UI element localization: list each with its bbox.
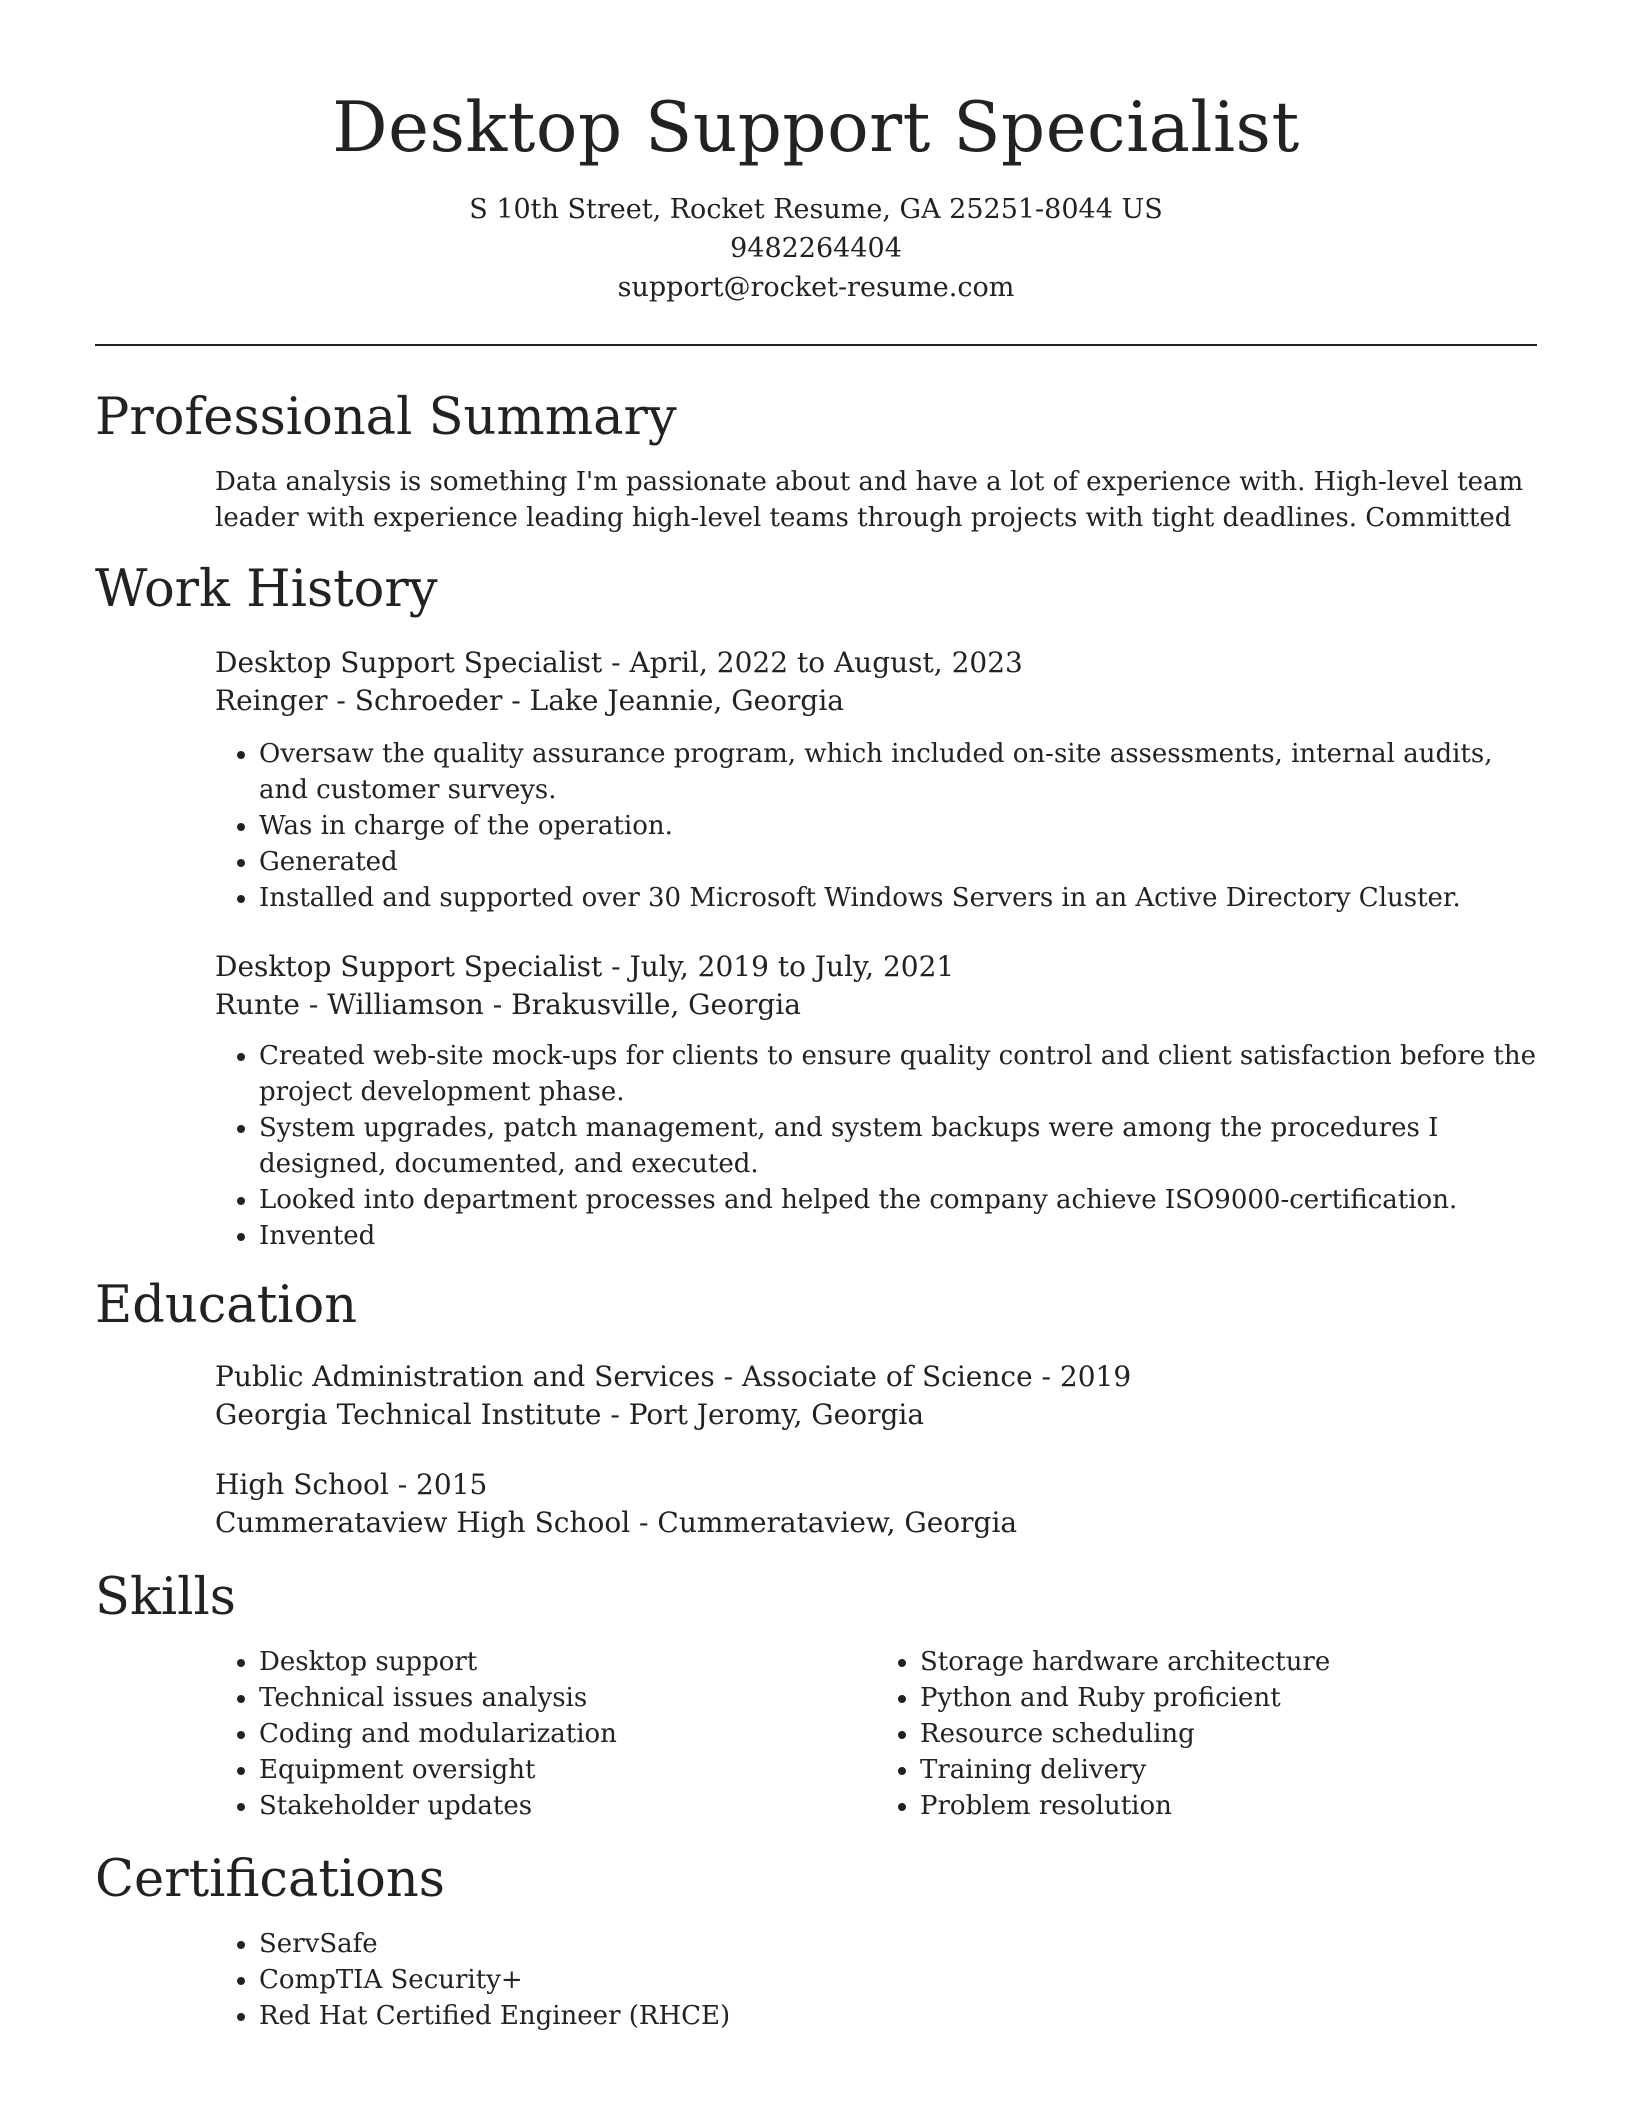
- job-employer-location: Reinger - Schroeder - Lake Jeannie, Georgia: [215, 684, 844, 717]
- education-section: [95, 1274, 1537, 1542]
- education-entry: [215, 1358, 1537, 1434]
- skill-item: • Training delivery: [920, 1752, 1537, 1788]
- job-bullet: • Looked into department processes and helped the company achieve ISO9000-certification.: [259, 1182, 1537, 1218]
- skills-list-right: [876, 1644, 1537, 1824]
- skill-item: • Problem resolution: [920, 1788, 1537, 1824]
- skills-section: [95, 1566, 1537, 1824]
- job-bullet: • Invented: [259, 1218, 1537, 1254]
- job-bullets: [215, 736, 1537, 916]
- skill-item: • Technical issues analysis: [259, 1680, 876, 1716]
- skill-item: • Python and Ruby proficient: [920, 1680, 1537, 1716]
- certification-item: • CompTIA Security+: [259, 1962, 1537, 1998]
- contact-block: [95, 190, 1537, 307]
- skills-list-left: [215, 1644, 876, 1824]
- contact-email: support@rocket-resume.com: [617, 272, 1015, 303]
- contact-phone: 9482264404: [730, 233, 902, 264]
- skills-columns: [215, 1644, 1537, 1824]
- job-bullet: • Created web-site mock-ups for clients to ensure quality control and client satisfaction before the project development phase.: [259, 1038, 1537, 1110]
- skill-item: • Desktop support: [259, 1644, 876, 1680]
- work-history-section: [95, 558, 1537, 1254]
- job-title-dates: Desktop Support Specialist - April, 2022 to August, 2023: [215, 646, 1023, 679]
- job-bullet: • System upgrades, patch management, and system backups were among the procedures I designed, documented, and executed.: [259, 1110, 1537, 1182]
- education-degree: High School - 2015: [215, 1468, 488, 1501]
- summary-heading: Professional Summary: [95, 388, 677, 447]
- summary-text: Data analysis is something I'm passionate about and have a lot of experience with. High-level team leader with experience leading high-level teams through projects with tight deadlines. Committed: [215, 467, 1524, 533]
- summary-section: [95, 386, 1537, 536]
- education-entry: [215, 1466, 1537, 1542]
- certifications-list: [215, 1926, 1537, 2034]
- skill-item: • Stakeholder updates: [259, 1788, 876, 1824]
- skill-item: • Coding and modularization: [259, 1716, 876, 1752]
- certifications-heading: Certifications: [95, 1850, 445, 1909]
- job-employer-location: Runte - Williamson - Brakusville, Georgia: [215, 988, 801, 1021]
- job-entry: [215, 644, 1537, 916]
- skill-item: • Storage hardware architecture: [920, 1644, 1537, 1680]
- skill-item: • Resource scheduling: [920, 1716, 1537, 1752]
- resume-name: Desktop Support Specialist: [332, 88, 1300, 168]
- job-title-dates: Desktop Support Specialist - July, 2019 to July, 2021: [215, 950, 955, 983]
- job-bullet: • Was in charge of the operation.: [259, 808, 1537, 844]
- job-bullet: • Generated: [259, 844, 1537, 880]
- header-divider: [95, 344, 1537, 346]
- certifications-section: [95, 1848, 1537, 2034]
- work-history-heading: Work History: [95, 560, 438, 619]
- job-bullet: • Oversaw the quality assurance program, which included on-site assessments, internal audits, and customer surveys.: [259, 736, 1537, 808]
- certification-item: • ServSafe: [259, 1926, 1537, 1962]
- education-school: Georgia Technical Institute - Port Jeromy, Georgia: [215, 1398, 925, 1431]
- skill-item: • Equipment oversight: [259, 1752, 876, 1788]
- job-entry: [215, 948, 1537, 1254]
- skills-heading: Skills: [95, 1568, 236, 1627]
- resume-header: [95, 0, 1537, 307]
- job-bullet: • Installed and supported over 30 Microsoft Windows Servers in an Active Directory Cluster.: [259, 880, 1537, 916]
- certification-item: • Red Hat Certified Engineer (RHCE): [259, 1998, 1537, 2034]
- contact-address: S 10th Street, Rocket Resume, GA 25251-8044 US: [469, 194, 1163, 225]
- job-bullets: [215, 1038, 1537, 1254]
- education-heading: Education: [95, 1276, 358, 1335]
- education-degree: Public Administration and Services - Associate of Science - 2019: [215, 1360, 1132, 1393]
- education-school: Cummerataview High School - Cummerataview, Georgia: [215, 1506, 1018, 1539]
